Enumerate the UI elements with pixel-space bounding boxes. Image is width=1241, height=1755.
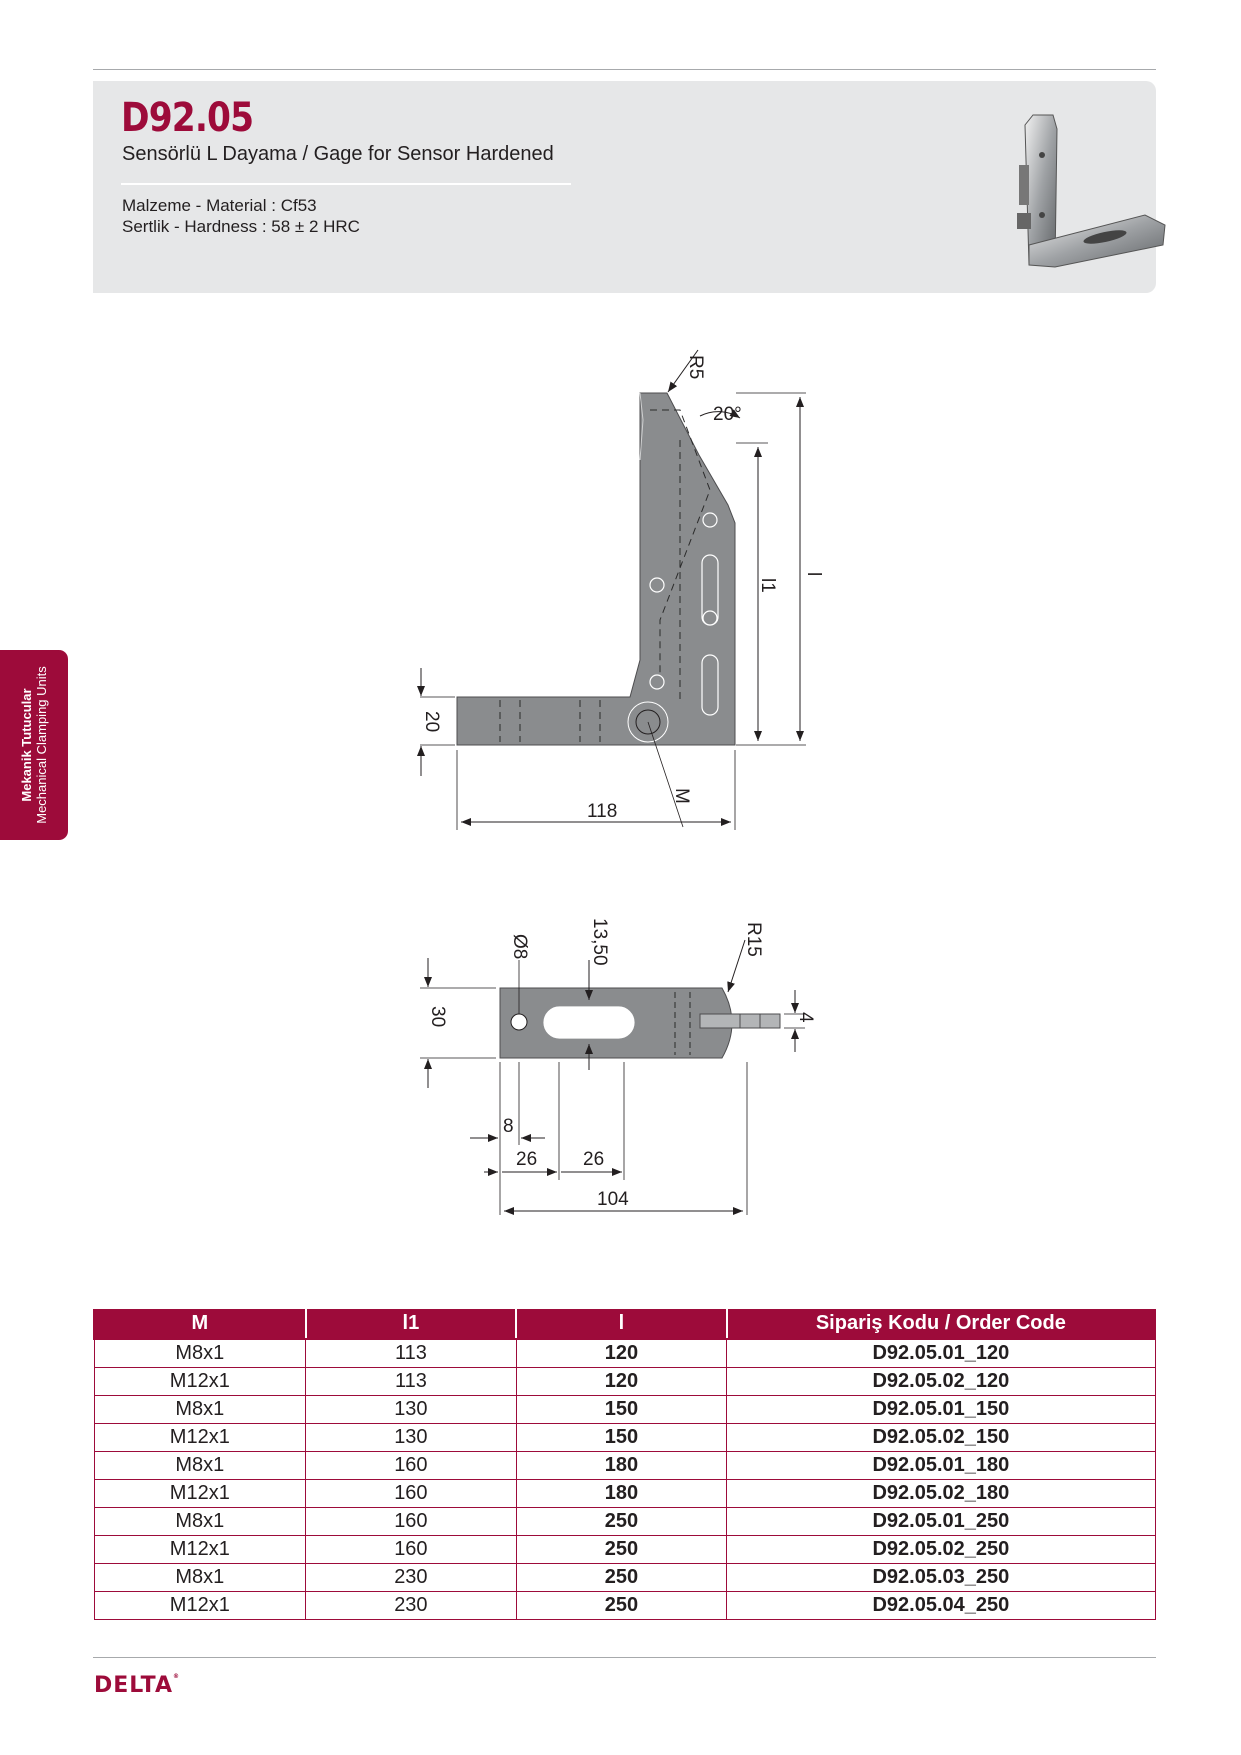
cell-l: 120 <box>516 1339 727 1368</box>
cell-l: 250 <box>516 1508 727 1536</box>
table-row <box>94 1396 1155 1424</box>
header-order-code: Sipariş Kodu / Order Code <box>727 1309 1155 1339</box>
cell-order-code: D92.05.01_180 <box>727 1452 1155 1480</box>
cell-m: M12x1 <box>94 1592 306 1620</box>
dim-width-118: 118 <box>587 801 618 822</box>
cell-l: 180 <box>516 1480 727 1508</box>
dim-length-104: 104 <box>597 1189 629 1210</box>
table-row <box>94 1536 1155 1564</box>
cell-order-code: D92.05.04_250 <box>727 1592 1155 1620</box>
cell-l: 250 <box>516 1592 727 1620</box>
dim-angle: 20° <box>713 404 742 425</box>
cell-l1: 230 <box>306 1564 517 1592</box>
product-subtitle: Sensörlü L Dayama / Gage for Sensor Hardened <box>122 143 554 165</box>
cell-l: 180 <box>516 1452 727 1480</box>
table-row <box>94 1452 1155 1480</box>
section-tab-en: Mechanical Clamping Units <box>34 666 49 824</box>
table-row <box>94 1368 1155 1396</box>
table-row <box>94 1564 1155 1592</box>
table-row <box>94 1424 1155 1452</box>
dim-thread-m: M <box>671 788 692 804</box>
order-table <box>93 1309 1156 1620</box>
cell-l: 120 <box>516 1368 727 1396</box>
dim-slot: 13,50 <box>589 918 610 966</box>
cell-l1: 160 <box>306 1536 517 1564</box>
header-l: l <box>516 1309 727 1339</box>
cell-m: M8x1 <box>94 1452 306 1480</box>
header-m: M <box>94 1309 306 1339</box>
cell-l: 150 <box>516 1424 727 1452</box>
cell-m: M12x1 <box>94 1368 306 1396</box>
cell-m: M12x1 <box>94 1536 306 1564</box>
table-row <box>94 1480 1155 1508</box>
cell-l1: 160 <box>306 1480 517 1508</box>
cell-m: M8x1 <box>94 1508 306 1536</box>
dim-l1: l1 <box>757 578 778 593</box>
table-header-row <box>94 1309 1155 1339</box>
cell-m: M8x1 <box>94 1396 306 1424</box>
cell-order-code: D92.05.02_250 <box>727 1536 1155 1564</box>
product-code: D92.05 <box>121 95 254 141</box>
cell-order-code: D92.05.01_150 <box>727 1396 1155 1424</box>
cell-l1: 130 <box>306 1396 517 1424</box>
dim-r15: R15 <box>743 922 764 957</box>
hardness-spec: Sertlik - Hardness : 58 ± 2 HRC <box>122 217 360 236</box>
cell-l1: 113 <box>306 1368 517 1396</box>
table-row <box>94 1592 1155 1620</box>
dim-pitch-2: 26 <box>583 1149 605 1170</box>
dim-hole: Ø8 <box>509 934 530 960</box>
cell-m: M8x1 <box>94 1339 306 1368</box>
cell-order-code: D92.05.02_150 <box>727 1424 1155 1452</box>
cell-l1: 160 <box>306 1508 517 1536</box>
table-row <box>94 1339 1155 1368</box>
cell-l1: 230 <box>306 1592 517 1620</box>
dim-pin-4: 4 <box>795 1012 816 1023</box>
logo-text: DELTA <box>94 1673 173 1698</box>
delta-logo <box>94 1673 180 1698</box>
section-tab-tr: Mekanik Tutucular <box>19 688 34 802</box>
cell-l: 250 <box>516 1564 727 1592</box>
dim-r5: R5 <box>685 355 706 380</box>
dim-l: l <box>803 572 824 577</box>
cell-order-code: D92.05.03_250 <box>727 1564 1155 1592</box>
cell-m: M12x1 <box>94 1480 306 1508</box>
cell-l: 150 <box>516 1396 727 1424</box>
cell-m: M12x1 <box>94 1424 306 1452</box>
cell-l1: 130 <box>306 1424 517 1452</box>
material-spec: Malzeme - Material : Cf53 <box>122 196 317 215</box>
dim-offset-8: 8 <box>503 1116 514 1137</box>
table-row <box>94 1508 1155 1536</box>
cell-l1: 113 <box>306 1339 517 1368</box>
cell-order-code: D92.05.01_250 <box>727 1508 1155 1536</box>
cell-m: M8x1 <box>94 1564 306 1592</box>
cell-order-code: D92.05.02_120 <box>727 1368 1155 1396</box>
header-l1: l1 <box>306 1309 517 1339</box>
trademark-mark: ® <box>173 1673 180 1680</box>
bottom-rule <box>93 1657 1156 1658</box>
cell-order-code: D92.05.01_120 <box>727 1339 1155 1368</box>
cell-order-code: D92.05.02_180 <box>727 1480 1155 1508</box>
dim-height-20: 20 <box>421 711 442 733</box>
dim-pitch-1: 26 <box>516 1149 538 1170</box>
cell-l: 250 <box>516 1536 727 1564</box>
dim-height-30: 30 <box>427 1006 448 1028</box>
cell-l1: 160 <box>306 1452 517 1480</box>
